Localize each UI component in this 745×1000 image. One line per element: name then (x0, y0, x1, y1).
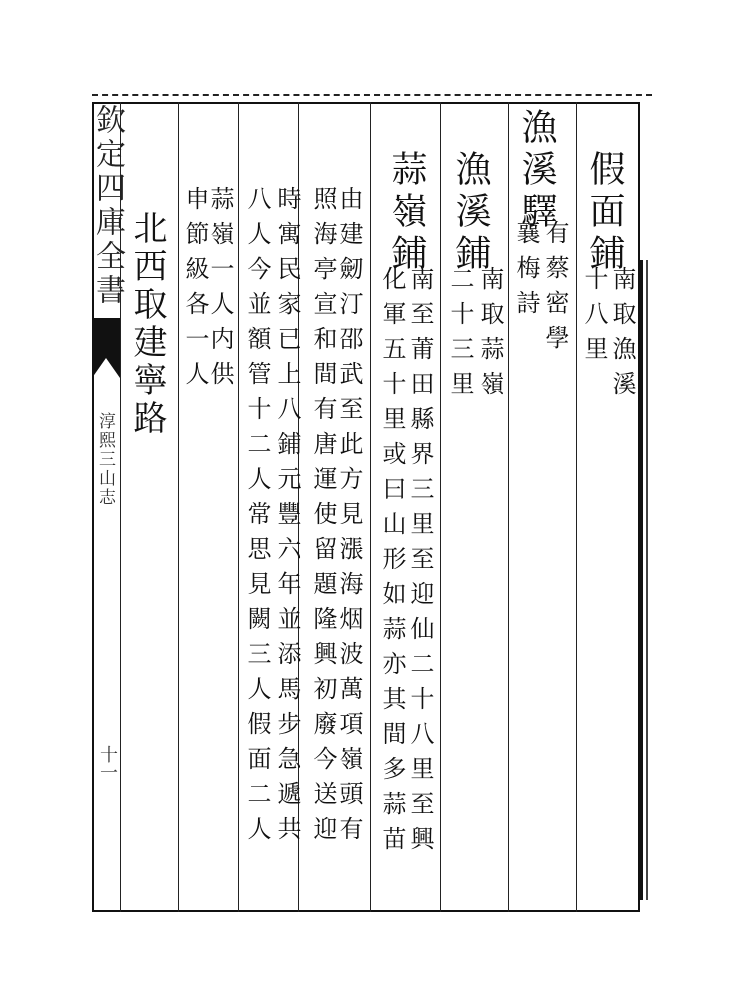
side-book-title: 淳熙三山志 (95, 412, 115, 507)
note-line: 襄梅詩 (512, 220, 540, 325)
page-edge-shading (640, 260, 654, 900)
note-line: 有蔡密學 (541, 220, 569, 360)
column-divider (178, 102, 179, 912)
note-line: 申節級各一人 (181, 186, 209, 396)
fishtail-mark (92, 318, 120, 378)
column-divider (508, 102, 509, 912)
station-name: 漁溪鋪 (450, 150, 491, 276)
station-name: 假面鋪 (584, 150, 625, 276)
station-name: 漁溪驛 (516, 108, 557, 234)
column-divider (238, 102, 239, 912)
station-name: 蒜嶺鋪 (386, 150, 427, 276)
column-divider (440, 102, 441, 912)
note-line: 化軍五十里或曰山形如蒜亦其間多蒜苗 (378, 266, 406, 861)
note-line: 由建劒汀邵武至此方見漲海烟波萬項嶺頭有 (335, 186, 363, 851)
note-line: 南至莆田縣界三里至迎仙二十八里至興 (406, 266, 434, 861)
outer-border-top (92, 94, 652, 96)
edge-book-title: 欽定四庫全書 (90, 104, 125, 308)
note-line: 十八里 (580, 266, 608, 371)
note-line: 蒜嶺一人内供 (206, 186, 234, 396)
note-line: 八人今並額管十二人常思見闕三人假面二人 (243, 186, 271, 851)
column-divider (576, 102, 577, 912)
note-line: 南取漁溪 (608, 266, 636, 406)
section-heading: 北西取建寧路 (127, 210, 167, 438)
note-line: 南取蒜嶺 (476, 266, 504, 406)
note-line: 二十三里 (446, 266, 474, 406)
column-divider (370, 102, 371, 912)
note-line: 照海亭宣和間有唐運使留題隆興初廢今送迎 (309, 186, 337, 851)
page-number: 十一 (97, 745, 118, 781)
note-line: 時寓民家已上八鋪元豐六年並添馬步急遞共 (273, 186, 301, 851)
